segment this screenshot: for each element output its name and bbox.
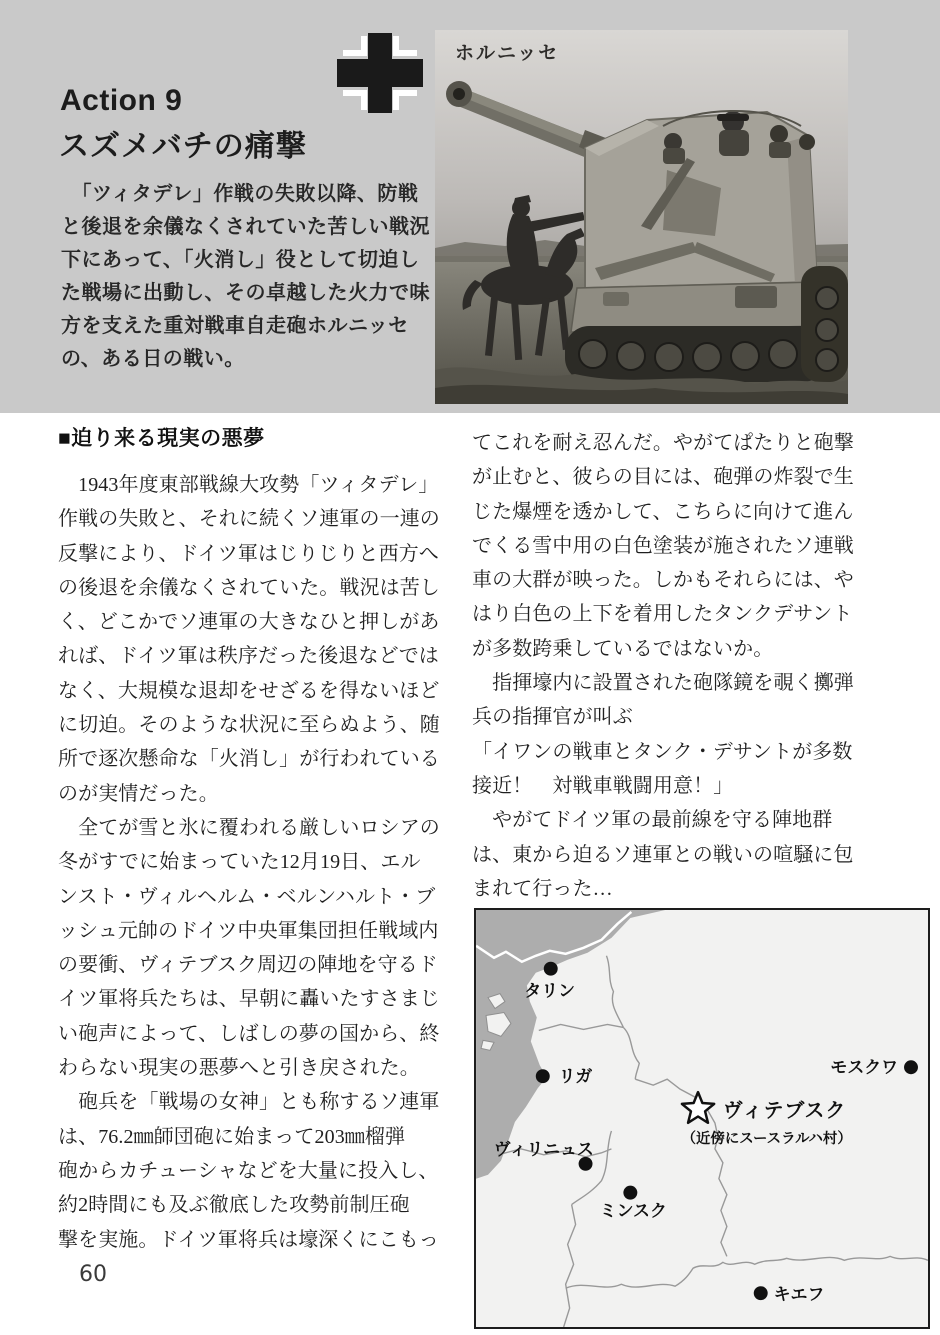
text-line: の後退を余儀なくされていた。戦況は苦し: [58, 576, 440, 599]
text-line: い砲声によって、しばしの夢の国から、終: [58, 1022, 440, 1045]
map-figure: [474, 908, 930, 1329]
text-line: 1943年度東部戦線大攻勢「ツィタデレ」: [58, 474, 439, 496]
text-line: 車の大群が映った。しかもそれらには、や: [472, 569, 854, 592]
text-line: ンスト・ヴィルヘルム・ベルンハルト・ブ: [58, 885, 436, 908]
text-line: のが実情だった。: [58, 782, 219, 805]
text-line: れば、ドイツ軍は秩序だった後退などでは: [58, 645, 439, 668]
baltic-sea: [476, 910, 665, 1179]
left-column: [58, 424, 448, 1257]
article-header: [0, 0, 940, 413]
text-line: 兵の指揮官が叫ぶ: [472, 706, 633, 729]
text-line: 作戦の失敗と、それに続くソ連軍の一連の: [58, 508, 440, 531]
page-number: 60: [79, 1262, 107, 1287]
text-line: 「イワンの戦車とタンク・デサントが多数: [472, 740, 853, 763]
text-line: 約2時間にも及ぶ徹底した攻勢前制圧砲: [58, 1194, 410, 1217]
tank-illustration: [435, 30, 848, 404]
map-label-vitebsk-note: （近傍にスースラルハ村）: [681, 1130, 852, 1147]
text-line: が多数跨乗しているではないか。: [472, 637, 774, 660]
text-line: 全てが雪と氷に覆われる厳しいロシアの: [58, 816, 440, 839]
text-line: 接近！ 対戦車戦闘用意！」: [472, 774, 734, 797]
text-line: が止むと、彼らの目には、砲弾の炸裂で生: [472, 466, 854, 489]
text-line: は、東から迫るソ連軍との戦いの喧騒に包: [472, 843, 854, 866]
right-column-text: [472, 426, 862, 906]
text-line: 反撃により、ドイツ軍はじりじりと西方へ: [58, 542, 439, 565]
hornisse-photo: [435, 30, 848, 404]
vitebsk-star-marker: [682, 1092, 714, 1123]
action-number-title: Action 9: [60, 84, 183, 117]
text-line: の、ある日の戦い。: [61, 348, 245, 370]
text-line: 冬がすでに始まっていた12月19日、エル: [58, 851, 421, 874]
lead-paragraph: [61, 178, 441, 376]
text-line: でくる雪中用の白色塗装が施されたソ連戦: [472, 534, 854, 557]
text-line: 撃を実施。ドイツ軍将兵は壕深くにこもっ: [58, 1228, 439, 1251]
text-line: 砲からカチューシャなどを大量に投入し、: [58, 1159, 439, 1182]
eastern-front-map: [476, 910, 928, 1327]
text-line: やがてドイツ軍の最前線を守る陣地群: [472, 809, 833, 832]
photo-caption: ホルニッセ: [455, 43, 560, 64]
map-city-label: ヴィリニュス: [493, 1139, 594, 1159]
text-line: 方を支えた重対戦車自走砲ホルニッセ: [61, 315, 409, 337]
text-line: く、どこかでソ連軍の大きなひと押しがあ: [58, 611, 440, 634]
map-city-dot: [904, 1060, 918, 1074]
right-column: [472, 426, 862, 906]
text-line: てこれを耐え忍んだ。やがてぱたりと砲撃: [472, 432, 854, 454]
text-line: に切迫。そのような状況に至らぬよう、随: [58, 714, 440, 737]
text-line: と後退を余儀なくされていた苦しい戦況: [61, 216, 430, 238]
text-line: た戦場に出動し、その卓越した火力で味: [61, 282, 430, 304]
map-city-dot: [579, 1157, 593, 1171]
left-column-text: [58, 468, 448, 1257]
text-line: 指揮壕内に設置された砲隊鏡を覗く擲弾: [472, 672, 854, 695]
text-line: 下にあって、「火消し」役として切迫し: [61, 249, 420, 271]
map-city-label: モスクワ: [830, 1058, 899, 1078]
map-city-label: タリン: [524, 981, 576, 1001]
map-city-dot: [544, 962, 558, 976]
text-line: まれて行った…: [472, 877, 613, 900]
balkenkreuz-icon: [337, 33, 423, 113]
text-line: 所で逐次懸命な「火消し」が行われている: [58, 748, 440, 771]
section-heading: ■迫り来る現実の悪夢: [58, 427, 265, 450]
text-line: じた爆煙を透かして、こちらに向けて進ん: [472, 500, 854, 523]
map-city-label: ミンスク: [599, 1201, 667, 1221]
text-line: はり白色の上下を着用したタンクデサント: [472, 603, 853, 626]
map-label-vitebsk: ヴィテブスク: [722, 1100, 847, 1123]
text-line: は、76.2㎜師団砲に始まって203㎜榴弾: [58, 1125, 406, 1148]
map-city-dot: [536, 1069, 550, 1083]
map-city-label: リガ: [558, 1067, 593, 1087]
text-line: なく、大規模な退却をせざるを得ないほど: [58, 679, 440, 702]
text-line: の要衝、ヴィテブスク周辺の陣地を守るド: [58, 954, 438, 977]
page-title: スズメバチの痛撃: [59, 130, 307, 163]
text-line: ッシュ元帥のドイツ中央軍集団担任戦域内: [58, 919, 439, 942]
text-line: 「ツィタデレ」作戦の失敗以降、防戦: [61, 183, 419, 205]
map-city-dot: [754, 1286, 768, 1300]
map-city-dot: [623, 1186, 637, 1200]
text-line: わらない現実の悪夢へと引き戻された。: [58, 1057, 420, 1080]
text-line: イツ軍将兵たちは、早朝に轟いたすさまじ: [58, 988, 440, 1011]
map-city-label: キエフ: [773, 1285, 825, 1305]
text-line: 砲兵を「戦場の女神」とも称するソ連軍: [58, 1091, 440, 1114]
